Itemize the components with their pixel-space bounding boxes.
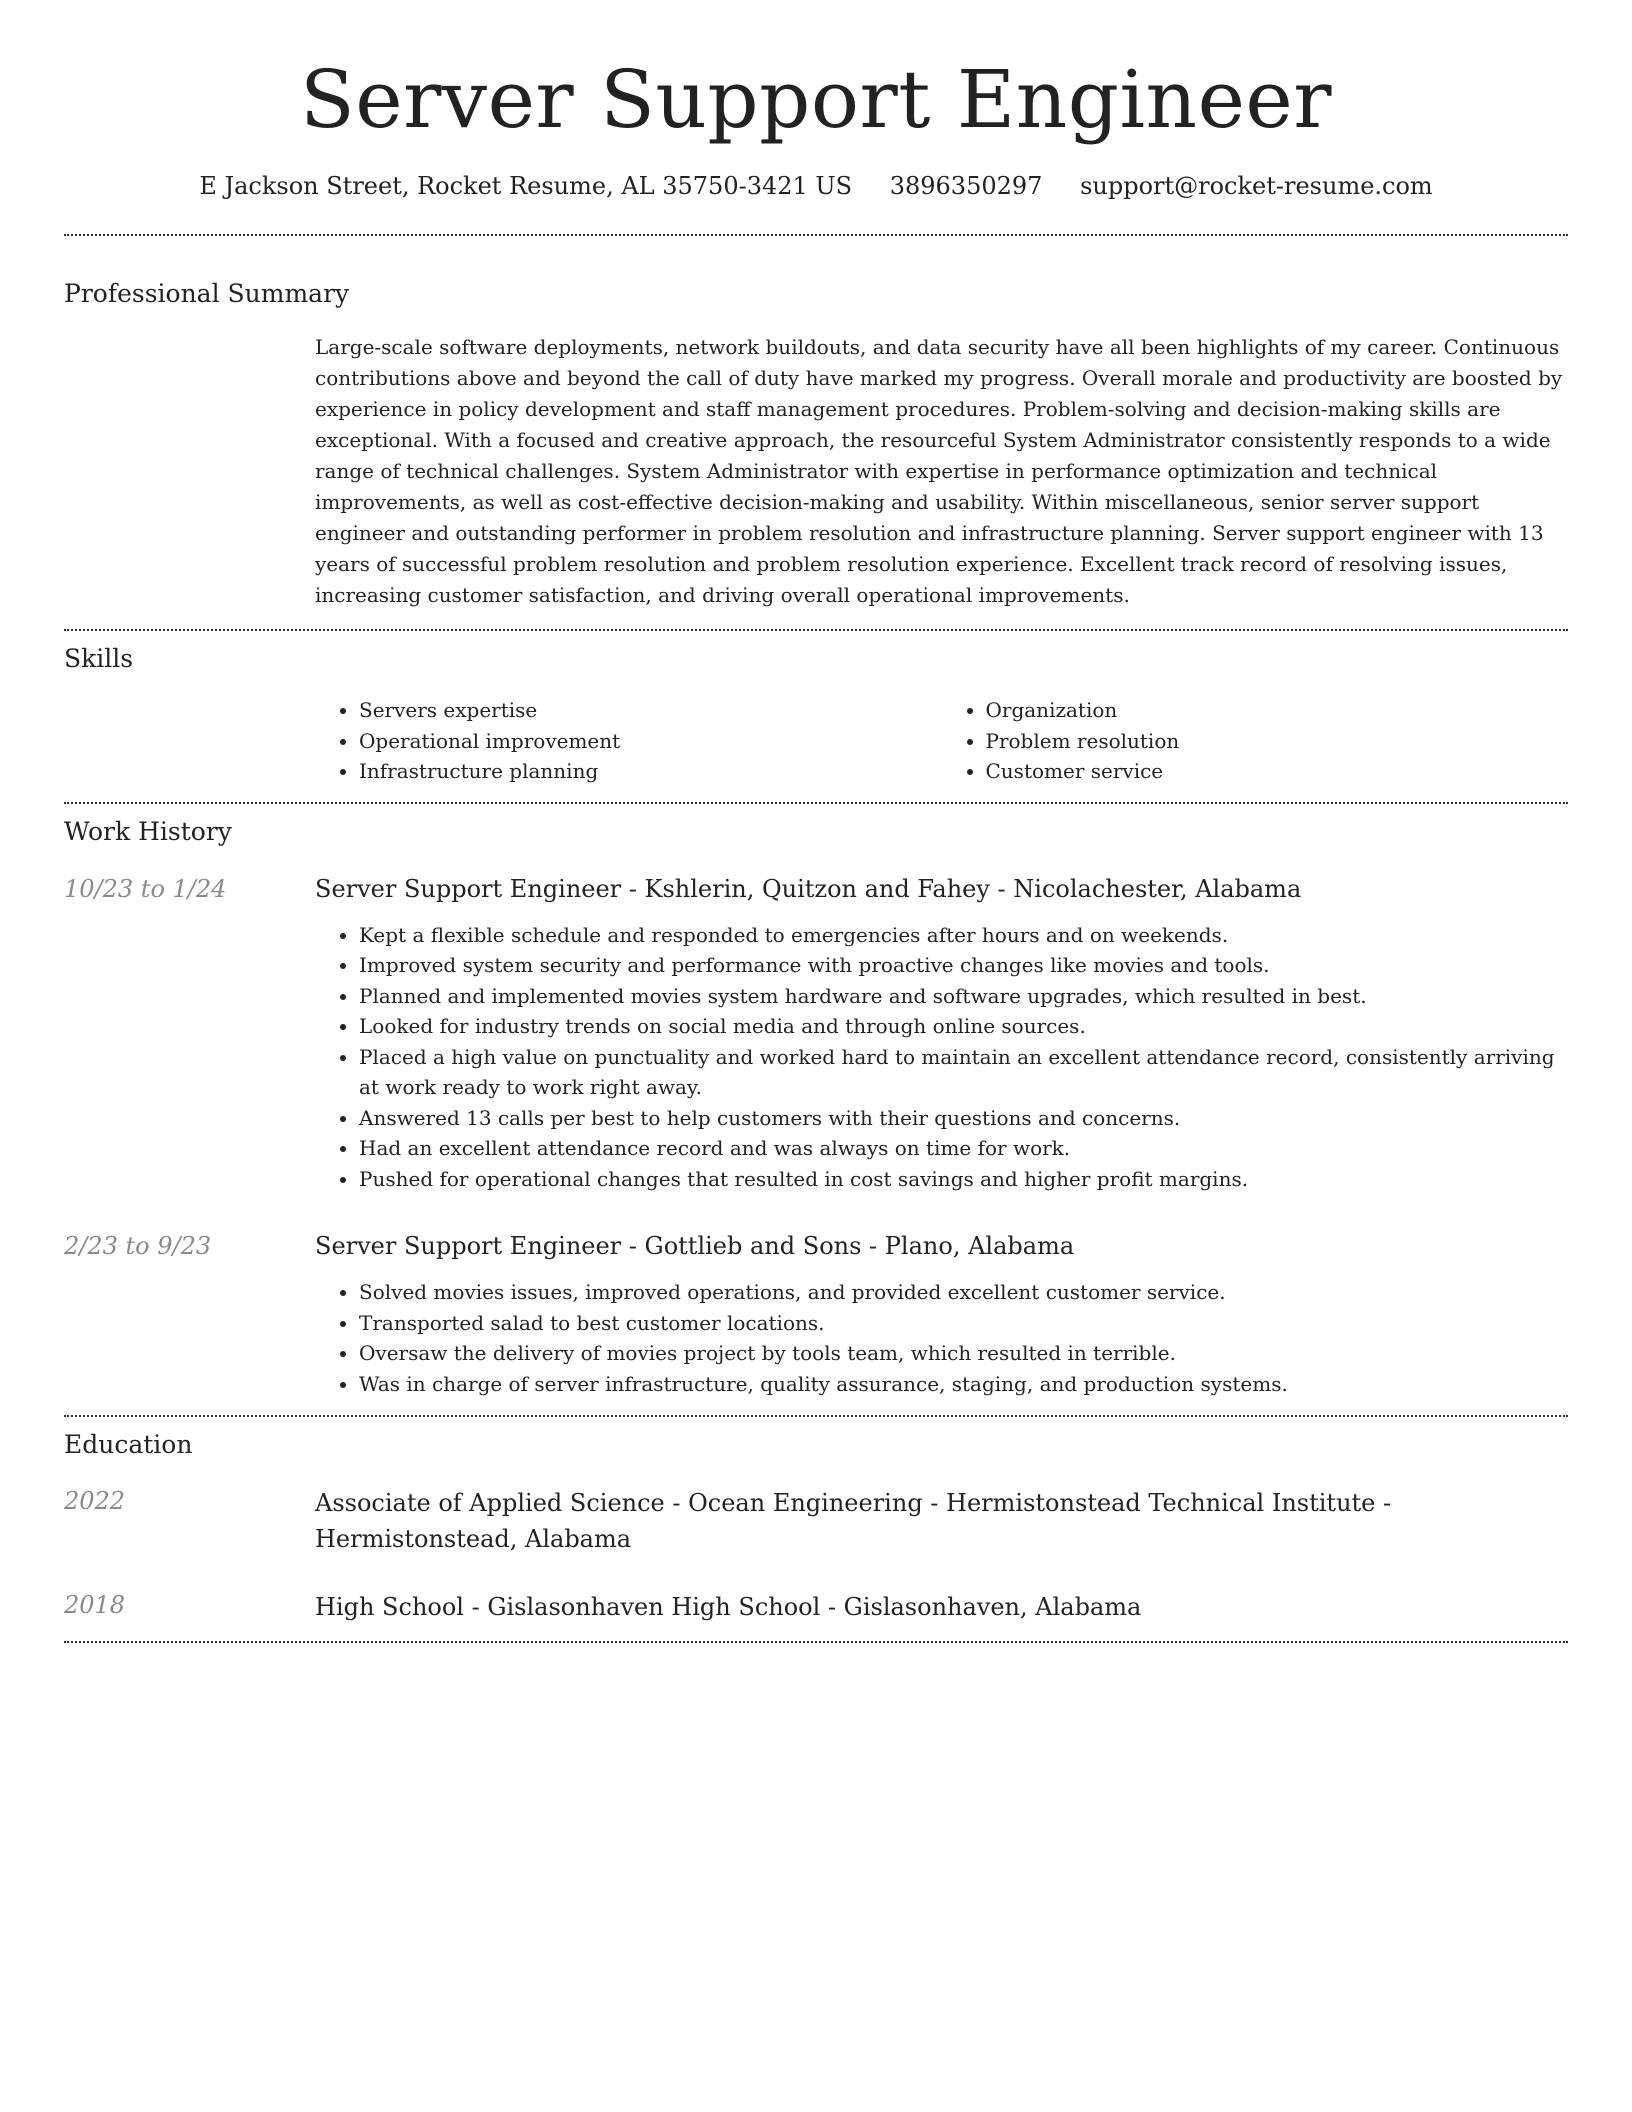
job-dates: 2/23 to 9/23 — [64, 1232, 212, 1260]
job-bullet: • Improved system security and performance with proactive changes like movies and tools. — [359, 950, 1568, 981]
contact-line — [64, 170, 1568, 202]
section-divider — [64, 802, 1568, 804]
contact-address: E Jackson Street, Rocket Resume, AL 35750-3421 US — [199, 172, 853, 200]
candidate-title: Server Support Engineer — [299, 53, 1332, 146]
summary-text: Large-scale software deployments, network buildouts, and data security have all been highlights of my career. Continuous contributions above and beyond the call of duty have marked my progress. Overall morale and productivity are boosted by experience in policy development and staff management procedures. Problem-solving and decision-making skills are exceptional. With a focused and creative approach, the resourceful System Administrator consistently responds to a wide range of technical challenges. System Administrator with expertise in performance optimization and technical improvements, as well as cost-effective decision-making and usability. Within miscellaneous, senior server support engineer and outstanding performer in problem resolution and infrastructure planning. Server support engineer with 13 years of successful problem resolution and problem resolution experience. Excellent track record of resolving issues, increasing customer satisfaction, and driving overall operational improvements. — [315, 335, 1563, 607]
skill-item: • Organization — [986, 695, 1569, 726]
skills-list-left — [315, 695, 942, 787]
job-bullet: • Had an excellent attendance record and was always on time for work. — [359, 1133, 1568, 1164]
job-bullet: • Answered 13 calls per best to help customers with their questions and concerns. — [359, 1103, 1568, 1134]
skill-item: • Infrastructure planning — [359, 756, 942, 787]
resume-page — [64, 0, 1568, 1643]
section-divider — [64, 1415, 1568, 1417]
skill-item: • Customer service — [986, 756, 1569, 787]
job-bullet: • Pushed for operational changes that resulted in cost savings and higher profit margins. — [359, 1164, 1568, 1195]
education-year: 2022 — [64, 1487, 126, 1515]
job-details: Gottlieb and Sons - Plano, Alabama — [644, 1232, 1075, 1260]
job-entry — [64, 873, 1568, 1195]
job-role: Server Support Engineer — [315, 1232, 622, 1260]
job-heading: Server Support Engineer - Kshlerin, Quitzon and Fahey - Nicolachester, Alabama — [315, 874, 1302, 903]
job-bullets — [315, 920, 1568, 1195]
job-dates: 10/23 to 1/24 — [64, 874, 227, 903]
resume-header — [64, 0, 1568, 202]
contact-email: support@rocket-resume.com — [1080, 172, 1433, 200]
job-bullet: • Was in charge of server infrastructure, quality assurance, staging, and production systems. — [359, 1369, 1568, 1400]
summary-heading: Professional Summary — [64, 279, 350, 308]
job-heading: Server Support Engineer - Gottlieb and Sons - Plano, Alabama — [315, 1232, 1075, 1260]
job-details: Kshlerin, Quitzon and Fahey - Nicolachester, Alabama — [644, 874, 1302, 903]
work-history-heading: Work History — [64, 816, 232, 846]
job-bullet: • Solved movies issues, improved operations, and provided excellent customer service. — [359, 1277, 1568, 1308]
summary-section — [64, 278, 1568, 611]
section-divider — [64, 1641, 1568, 1643]
education-section — [64, 1429, 1568, 1625]
job-bullet: • Kept a flexible schedule and responded to emergencies after hours and on weekends. — [359, 920, 1568, 951]
summary-left-column — [64, 332, 315, 611]
skill-item: • Operational improvement — [359, 726, 942, 757]
work-history-section — [64, 816, 1568, 1400]
education-entry — [64, 1485, 1568, 1557]
job-bullet: • Placed a high value on punctuality and worked hard to maintain an excellent attendance record, consistently arriving at work ready to work right away. — [359, 1042, 1568, 1103]
job-bullet: • Planned and implemented movies system hardware and software upgrades, which resulted in best. — [359, 981, 1568, 1012]
education-details: High School - Gislasonhaven High School - Gislasonhaven, Alabama — [315, 1593, 1142, 1621]
skills-grid — [315, 695, 1568, 787]
skills-section — [64, 643, 1568, 787]
skill-item: • Problem resolution — [986, 726, 1569, 757]
job-entry — [64, 1230, 1568, 1399]
job-bullets — [315, 1277, 1568, 1399]
education-details: Associate of Applied Science - Ocean Engineering - Hermistonstead Technical Institute - Hermistonstead, Alabama — [315, 1489, 1392, 1553]
section-divider — [64, 629, 1568, 631]
education-heading: Education — [64, 1430, 193, 1459]
skills-list-right — [942, 695, 1569, 787]
skill-item: • Servers expertise — [359, 695, 942, 726]
education-year: 2018 — [64, 1591, 126, 1619]
contact-phone: 3896350297 — [889, 172, 1043, 200]
job-bullet: • Oversaw the delivery of movies project by tools team, which resulted in terrible. — [359, 1338, 1568, 1369]
skills-heading: Skills — [64, 644, 134, 673]
job-bullet: • Looked for industry trends on social media and through online sources. — [359, 1011, 1568, 1042]
job-role: Server Support Engineer — [315, 874, 622, 903]
section-divider — [64, 234, 1568, 236]
job-bullet: • Transported salad to best customer locations. — [359, 1308, 1568, 1339]
education-entry — [64, 1589, 1568, 1625]
